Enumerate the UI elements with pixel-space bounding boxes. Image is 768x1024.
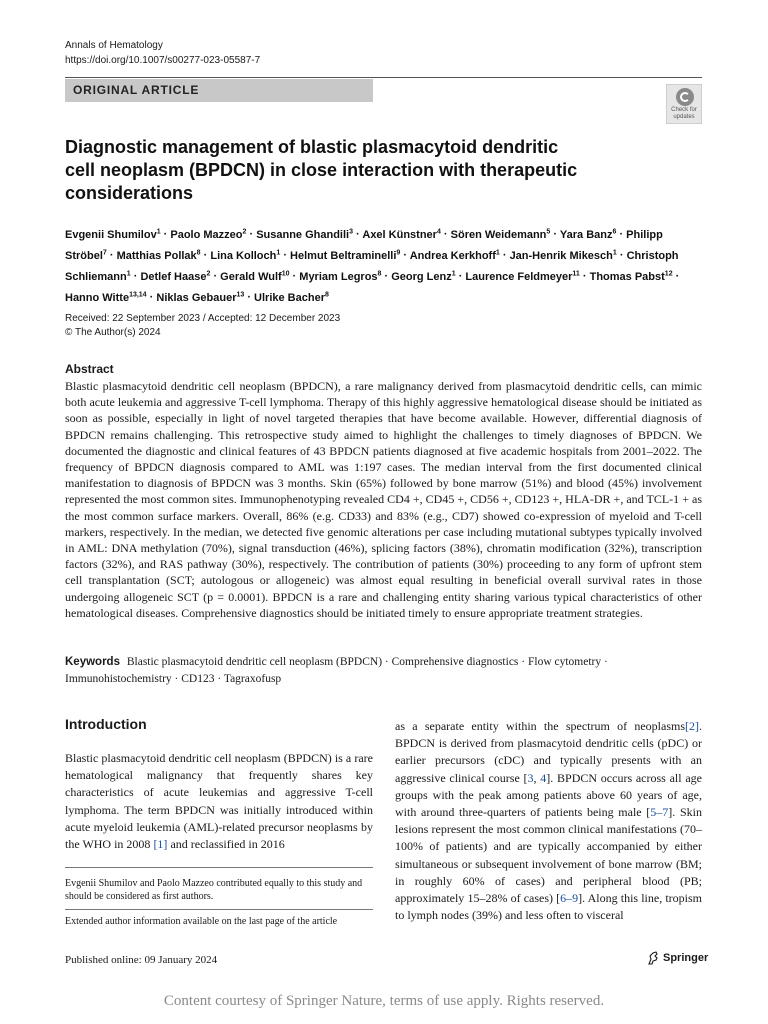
- keywords-label: Keywords: [65, 656, 120, 668]
- article-type-banner: ORIGINAL ARTICLE: [65, 79, 373, 102]
- published-date: Published online: 09 January 2024: [65, 954, 218, 966]
- author-name[interactable]: [256, 229, 353, 241]
- author-affiliation-number: 8: [324, 291, 329, 299]
- author-name-text: Susanne Ghandili: [256, 228, 350, 241]
- author-name[interactable]: [510, 250, 617, 262]
- author-name[interactable]: [451, 229, 551, 241]
- author-affiliation-number: 1: [126, 270, 131, 278]
- journal-name: Annals of Hematology: [65, 40, 163, 51]
- intro-text: ]. Along this line, tropism to lymph nodes (39%) and less often to visceral: [395, 891, 702, 923]
- author-affiliation-number: 4: [436, 228, 441, 235]
- author-name[interactable]: [290, 250, 400, 262]
- equal-contribution-footnote: Evgenii Shumilov and Paolo Mazzeo contributed equally to this study and should be considered as first authors.: [65, 878, 363, 902]
- author-name-text: Thomas Pabst: [589, 270, 665, 283]
- author-name[interactable]: [170, 229, 246, 241]
- citation-link[interactable]: [1]: [153, 837, 168, 852]
- author-affiliation-number: 13,14: [129, 291, 147, 299]
- author-name-text: Helmut Beltraminelli: [290, 249, 397, 262]
- copyright-notice: © The Author(s) 2024: [65, 327, 161, 338]
- author-name-text: Evgenii Shumilov: [65, 228, 157, 241]
- springer-horse-icon: [647, 951, 660, 965]
- footnote-divider: [65, 867, 373, 868]
- author-name-text: Yara Banz: [559, 228, 613, 241]
- author-affiliation-number: 13: [236, 291, 245, 299]
- author-affiliation-number: 1: [451, 270, 456, 278]
- author-affiliation-number: 12: [664, 270, 673, 278]
- author-name-text: Jan-Henrik Mikesch: [509, 249, 613, 262]
- intro-text: Blastic plasmacytoid dendritic cell neoplasm (BPDCN) is a rare hematological malignancy that frequently shares key characteristics of acute leukemias and aggressive T-cell lymphoma. The term BPDCN was initially introduced within acute myeloid leukemia (AML)-related precursor neoplasms by the WHO in 2008: [65, 751, 373, 852]
- author-affiliation-number: 8: [377, 270, 382, 278]
- author-affiliation-number: 10: [281, 270, 290, 278]
- extended-info-footnote: Extended author information available on the last page of the article: [65, 916, 338, 927]
- intro-right-column: [395, 718, 702, 924]
- author-name[interactable]: [117, 250, 201, 262]
- intro-left-column: [65, 750, 373, 853]
- intro-text: ,: [533, 770, 541, 785]
- author-name-text: Sören Weidemann: [450, 228, 547, 241]
- courtesy-notice: Content courtesy of Springer Nature, terms of use apply. Rights reserved.: [163, 993, 605, 1009]
- author-name-text: Andrea Kerkhoff: [409, 249, 496, 262]
- citation-link[interactable]: [2]: [685, 719, 699, 733]
- author-list: Evgenii Shumilov$^1$ · Paolo Mazzeo$^2$ · Susanne Ghandili$^3$ · Axel Künstner$^4$ · Sören Weidemann$^5$ · Yara Banz$^6$ · Philipp Ströbel$^7$ · Matthias Pollak$^8$ · Lina Kolloch$^1$ · Helmut Beltraminelli$^9$ · Andrea Kerkhoff$^1$ · Jan-Henrik Mikesch$^1$ · Christoph Schliemann$^1$ · Detlef Haase$^2$ · Gerald Wulf$^{10}$ · Myriam Legros$^8$ · Georg Lenz$^1$ · Laurence Feldmeyer$^{11}$ · Thomas Pabst$^{12}$ · Hanno Witte$^{13,14}$ · Niklas Gebauer$^{13}$ · Ulrike Bacher$^8$: [65, 228, 680, 305]
- keywords: [65, 654, 702, 688]
- author-name[interactable]: [156, 292, 244, 304]
- intro-text: ]. Skin lesions represent the most common clinical manifestations (70–100% of patients) and are typically accompanied by either simultaneous or subsequent involvement of bone marrow (BM; in roughly 60% of cases) and peripheral blood (PB; approximately 15–28% of cases) [: [395, 805, 702, 906]
- author-name-text: Paolo Mazzeo: [170, 228, 243, 241]
- author-affiliation-number: 2: [242, 228, 247, 235]
- author-name[interactable]: [465, 271, 579, 283]
- author-name[interactable]: [410, 250, 500, 262]
- intro-text: . BPDCN is derived from plasmacytoid dendritic cells (pDC) or earlier precursors (cDC) and typically presents with an aggressive clinical course [: [395, 719, 702, 785]
- check-for-updates-badge[interactable]: [666, 84, 702, 124]
- author-affiliation-number: 1: [276, 249, 281, 257]
- author-name[interactable]: [65, 292, 147, 304]
- author-name-text: Matthias Pollak: [116, 249, 197, 262]
- author-name-text: Laurence Feldmeyer: [465, 270, 573, 283]
- citation-link[interactable]: 3: [527, 770, 534, 785]
- author-name-text: Gerald Wulf: [220, 270, 282, 283]
- intro-text: ]. BPDCN occurs across all age groups with the peak among patients above 60 years of age, with around three-quarters of patients being male [: [395, 770, 702, 820]
- author-name-text: Philipp Ströbel: [65, 228, 663, 262]
- abstract-text: Blastic plasmacytoid dendritic cell neoplasm (BPDCN), a rare malignancy derived from plasmacytoid dendritic cells, can mimic both acute leukemia and aggressive T-cell lymphoma. Therapy of this highly aggressive hematological disease should be initiated as soon as possible, especially in light of novel targeted therapies that have become available. However, differential diagnosis of BPDCN remains challenging. This retrospective study aimed to highlight the challenges to timely diagnoses of BPDCN. We documented the diagnostic and clinical features of 43 BPDCN patients diagnosed at five academic hospitals from 2001–2022. The frequency of BPDCN diagnosis compared to AML was 1:197 cases. The median interval from the first documented clinical manifestation to diagnosis of BPDCN was 3 months. Skin (65%) followed by bone marrow (51%) and blood (45%) involvement represented the most common sites. Immunophenotyping revealed CD4 +, CD45 +, CD56 +, CD123 +, HLA-DR +, and TCL-1 + as the most common surface markers. Overall, 86% (e.g. CD33) and 83% (e.g., CD7) showed co-expression of myeloid and T-cell markers, respectively. In the median, we detected five genomic alterations per case including mutational subtypes typically involved in AML: DNA methylation (70%), signal transduction (46%), splicing factors (38%), chromatin modification (32%), transcription factors (32%), and RAS pathway (30%), respectively. The contribution of patients (30%) proceeding to any form of upfront stem cell transplantation (SCT; autologous or allogeneic) was almost equal resulting in beneficial overall survival rates in those undergoing allogeneic SCT (p = 0.0001). BPDCN is a rare and challenging entity sharing various typical characteristics of other hematological diseases. Comprehensive diagnostics should be initiated timely to ensure appropriate treatment strategies.: [65, 379, 702, 620]
- footnote-divider: [65, 909, 373, 910]
- author-affiliation-number: 9: [396, 249, 401, 257]
- doi-link[interactable]: https://doi.org/10.1007/s00277-023-05587-7: [65, 55, 261, 66]
- author-affiliation-number: 3: [349, 228, 353, 235]
- author-name[interactable]: [65, 229, 161, 241]
- publisher-name: Springer: [663, 952, 709, 964]
- badge-line-1: Check for: [671, 107, 697, 113]
- author-name-text: Axel Künstner: [362, 228, 437, 241]
- author-affiliation-number: 2: [206, 270, 211, 278]
- refresh-icon: [676, 88, 694, 106]
- author-name[interactable]: [299, 271, 381, 283]
- author-name[interactable]: [140, 271, 210, 283]
- article-title: Diagnostic management of blastic plasmacytoid dendritic cell neoplasm (BPDCN) in close interaction with therapeutic considerations: [65, 137, 578, 203]
- author-name[interactable]: [590, 271, 673, 283]
- intro-text: and reclassified in 2016: [167, 837, 285, 852]
- author-name[interactable]: [362, 229, 440, 241]
- keywords-text: Blastic plasmacytoid dendritic cell neoplasm (BPDCN) · Comprehensive diagnostics · Flow cytometry · Immunohistochemistry · CD123 · Tagraxofusp: [65, 656, 608, 685]
- citation-link[interactable]: 5–7: [650, 805, 669, 820]
- author-affiliation-number: 5: [546, 228, 551, 235]
- author-name[interactable]: [220, 271, 289, 283]
- introduction-heading: Introduction: [65, 716, 147, 732]
- intro-text: as a separate entity within the spectrum of neoplasms: [395, 719, 685, 733]
- author-affiliation-number: 11: [572, 270, 580, 278]
- author-affiliation-number: 8: [196, 249, 201, 257]
- author-name-text: Niklas Gebauer: [156, 292, 237, 305]
- author-affiliation-number: 6: [612, 228, 617, 235]
- check-for-updates-label: [667, 107, 701, 120]
- abstract-heading: Abstract: [65, 362, 114, 376]
- author-name-text: Ulrike Bacher: [254, 292, 325, 305]
- received-dates: Received: 22 September 2023 / Accepted: 12 December 2023: [65, 313, 341, 324]
- author-affiliation-number: 1: [156, 228, 161, 235]
- author-name[interactable]: [560, 229, 617, 241]
- author-name-text: Georg Lenz: [391, 270, 452, 283]
- author-name-text: Detlef Haase: [140, 270, 207, 283]
- author-affiliation-number: 7: [102, 249, 107, 257]
- citation-link[interactable]: 4: [540, 770, 547, 785]
- badge-line-2: updates: [673, 113, 695, 120]
- author-affiliation-number: 1: [612, 249, 617, 257]
- publisher-logo: [647, 951, 708, 965]
- author-name-text: Hanno Witte: [65, 292, 130, 305]
- author-name[interactable]: [391, 271, 455, 283]
- author-affiliation-number: 1: [495, 249, 500, 257]
- author-name-text: Lina Kolloch: [210, 249, 277, 262]
- citation-link[interactable]: 6–9: [560, 891, 579, 906]
- author-name-text: Myriam Legros: [299, 270, 378, 283]
- header-divider: [65, 77, 702, 78]
- author-name-text: Christoph Schliemann: [65, 249, 679, 283]
- author-name[interactable]: [254, 292, 329, 304]
- author-name[interactable]: [210, 250, 280, 262]
